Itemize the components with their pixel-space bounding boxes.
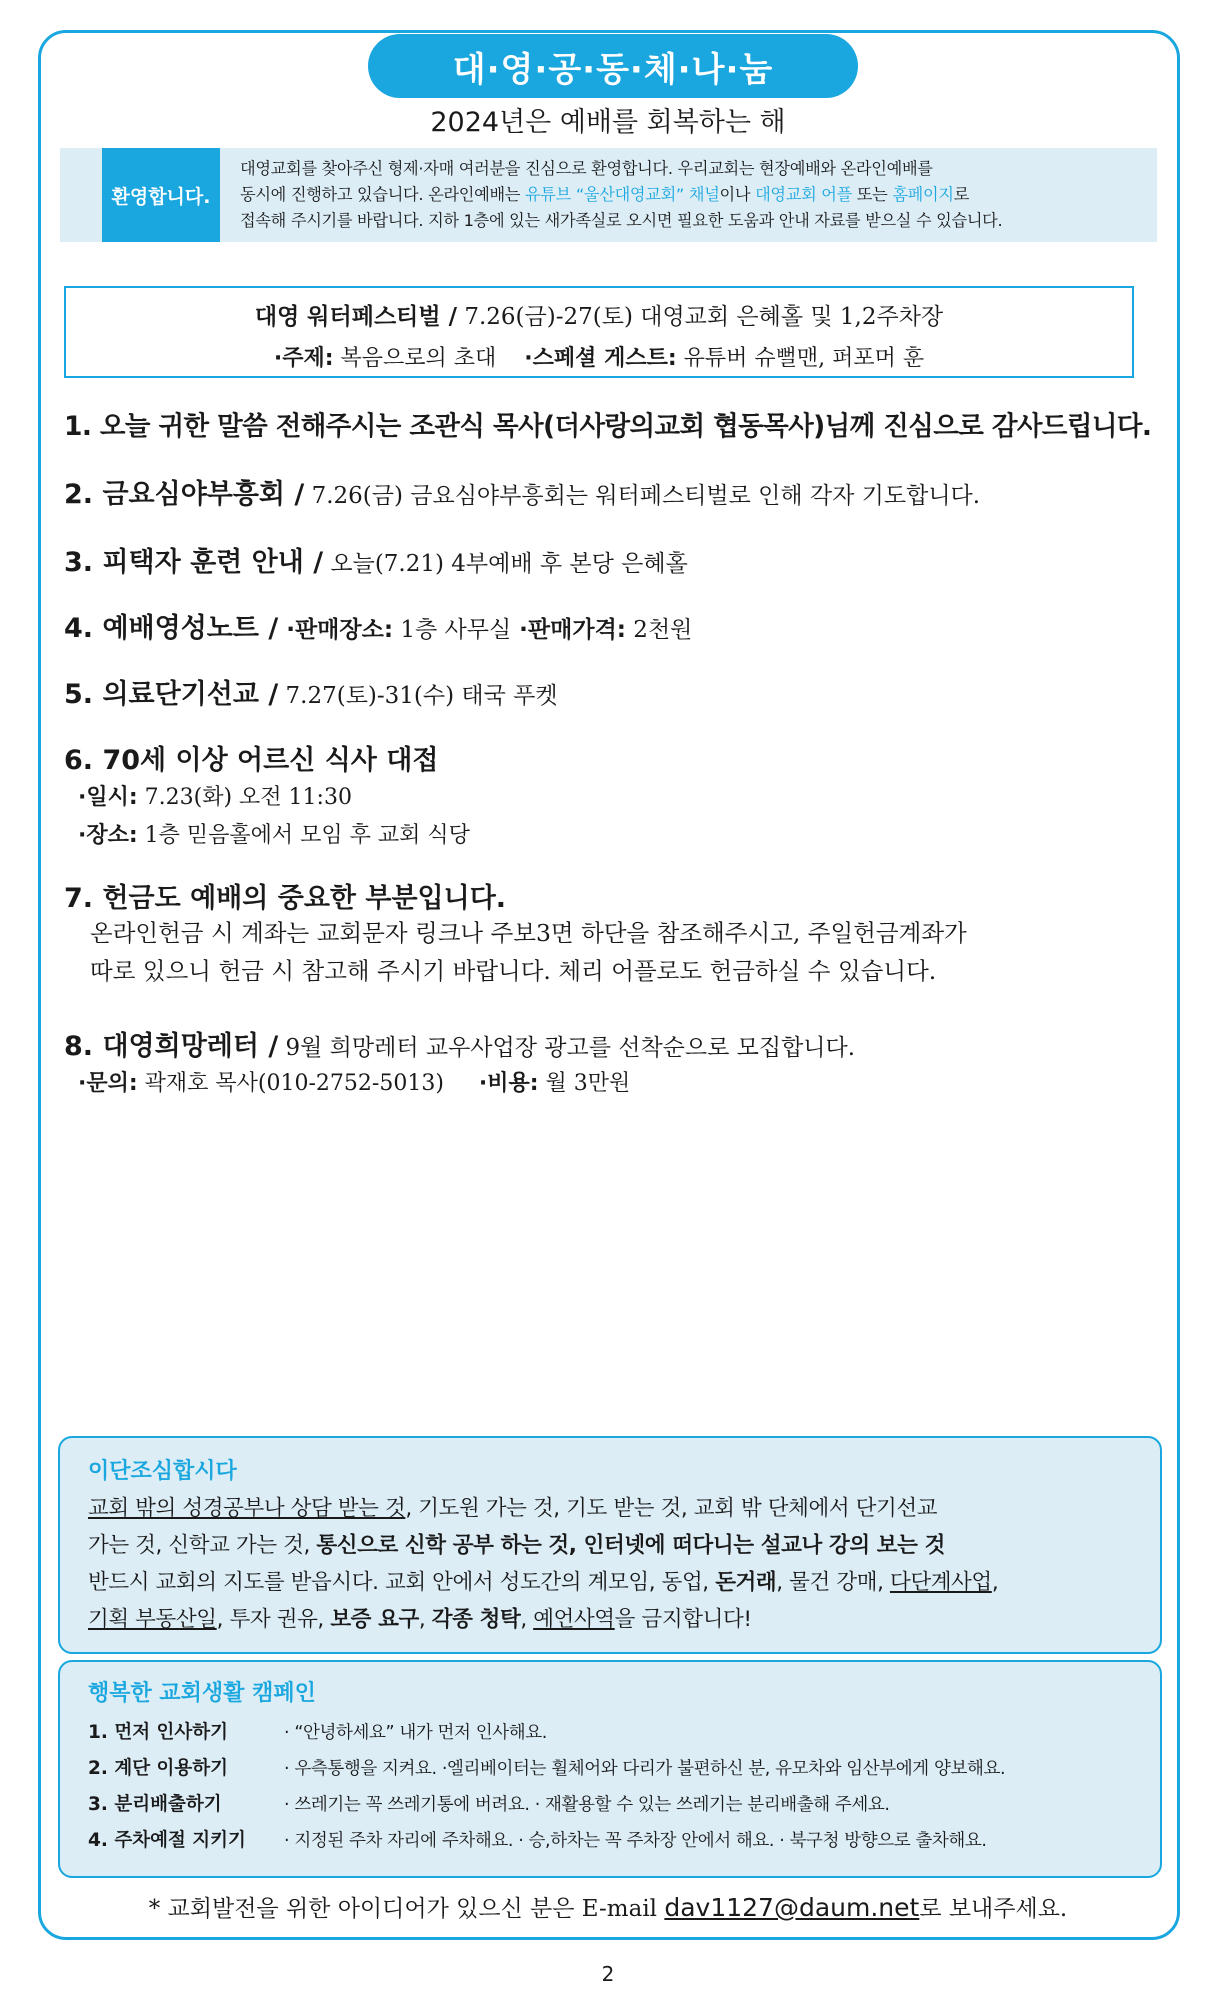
- festival-name: 대영 워터페스티벌 /: [254, 304, 458, 330]
- welcome-line-1: 대영교회를 찾아주신 형제·자매 여러분을 진심으로 환영합니다. 우리교회는 현장예배와 온라인예배를: [240, 159, 933, 178]
- notice-body: 9월 희망레터 교우사업장 광고를 선착순으로 모집합니다.: [278, 1035, 856, 1061]
- notice-label: ·판매가격:: [511, 617, 626, 643]
- campaign-row: [88, 1754, 1158, 1780]
- notice-body: 월 3만원: [538, 1071, 631, 1096]
- campaign-row-title: 3. 분리배출하기: [88, 1794, 222, 1815]
- notice-label: ·비용:: [478, 1071, 539, 1096]
- notice-item-6: [64, 738, 1154, 777]
- notice-body: 2천원: [626, 617, 693, 643]
- campaign-row-text: · 쓰레기는 꼭 쓰레기통에 버려요. · 재활용할 수 있는 쓰레기는 분리배출해 주세요.: [284, 1795, 890, 1815]
- notice-label: ·장소:: [78, 823, 138, 848]
- page-title: 대·영·공·동·체·나·눔: [368, 34, 858, 98]
- campaign-row-text: · 지정된 주차 자리에 주차해요. · 승,하차는 꼭 주차장 안에서 해요. · 북구청 방향으로 출차해요.: [284, 1831, 987, 1851]
- warning-text-part: 가는 것, 신학교 가는 것,: [88, 1533, 317, 1558]
- notice-body-line: 온라인헌금 시 계좌는 교회문자 링크나 주보3면 하단을 참조해주시고, 주일헌금계좌가: [90, 919, 967, 947]
- heresy-warning-title: 이단조심합시다: [88, 1459, 237, 1484]
- campaign-row-title: 4. 주차예절 지키기: [88, 1830, 246, 1851]
- warning-text-part: , 기도원 가는 것, 기도 받는 것, 교회 밖 단체에서 단기선교: [405, 1496, 938, 1521]
- warning-text-part: , 물건 강매,: [776, 1570, 890, 1595]
- notice-heading: 7. 헌금도 예배의 중요한 부분입니다.: [64, 883, 507, 914]
- welcome-text-part: 동시에 진행하고 있습니다. 온라인예배는: [240, 185, 525, 204]
- warning-text-part: 반드시 교회의 지도를 받읍시다. 교회 안에서 성도간의 계모임, 동업,: [88, 1570, 716, 1595]
- notice-heading: 4. 예배영성노트 /: [64, 613, 279, 644]
- warning-text-part: 보증 요구: [330, 1607, 419, 1632]
- warning-text-part: 다단계사업: [889, 1570, 992, 1595]
- campaign-row: [88, 1826, 1158, 1852]
- notice-body: 오늘(7.21) 4부예배 후 본당 은혜홀: [323, 551, 688, 577]
- welcome-label: 환영합니다.: [102, 148, 220, 242]
- heresy-warning-text: [88, 1490, 1148, 1638]
- welcome-text-part: 또는: [851, 185, 893, 204]
- festival-guest: 유튜버 슈뻘맨, 퍼포머 훈: [676, 346, 925, 371]
- notice-body: 곽재호 목사(010-2752-5013): [137, 1071, 444, 1096]
- warning-text-part: , 투자 권유,: [216, 1607, 331, 1632]
- notice-body: 7.23(화) 오전 11:30: [137, 785, 352, 810]
- notice-label: ·문의:: [78, 1071, 138, 1096]
- welcome-text: [240, 156, 1145, 234]
- welcome-box: [60, 148, 1157, 242]
- festival-topic: 복음으로의 초대: [333, 346, 497, 371]
- notice-label: ·일시:: [78, 785, 138, 810]
- notice-item-8: [64, 1024, 1154, 1063]
- notice-body: 7.26(금) 금요심야부흥회는 워터페스티벌로 인해 각자 기도합니다.: [304, 483, 981, 509]
- warning-text-part: 을 금지합니다!: [614, 1607, 752, 1632]
- welcome-text-part: 로: [953, 185, 970, 204]
- homepage-link[interactable]: 홈페이지: [892, 185, 954, 204]
- notice-8-contact: [78, 1066, 630, 1097]
- welcome-text-part: 이나: [719, 185, 756, 204]
- festival-line-1: [66, 298, 1132, 331]
- email-link[interactable]: dav1127@daum.net: [664, 1893, 920, 1922]
- youtube-link[interactable]: 유튜브 “울산대영교회” 채널: [524, 185, 720, 204]
- festival-topic-label: ·주제:: [273, 346, 334, 371]
- idea-footer: [0, 1890, 1216, 1923]
- warning-text-part: ,: [520, 1607, 534, 1632]
- festival-box: [64, 286, 1134, 378]
- warning-text-part: 통신으로 신학 공부 하는 것, 인터넷에 떠다니는 설교나 강의 보는 것: [316, 1533, 945, 1558]
- notice-6-time: [78, 780, 352, 811]
- campaign-box: [58, 1660, 1162, 1878]
- welcome-line-3: 접속해 주시기를 바랍니다. 지하 1층에 있는 새가족실로 오시면 필요한 도움과 안내 자료를 받으실 수 있습니다.: [240, 211, 1003, 230]
- festival-line-2: [66, 341, 1132, 372]
- page-subtitle: 2024년은 예배를 회복하는 해: [430, 107, 786, 138]
- notice-heading: 5. 의료단기선교 /: [64, 679, 279, 710]
- warning-text-part: 교회 밖의 성경공부나 상담 받는 것: [88, 1496, 406, 1521]
- notice-heading: 6. 70세 이상 어르신 식사 대접: [64, 745, 439, 776]
- notice-item-3: [64, 540, 1154, 579]
- notice-heading: 2. 금요심야부흥회 /: [64, 479, 305, 510]
- notice-label: ·판매장소:: [278, 617, 394, 643]
- warning-line-3: [88, 1564, 1148, 1601]
- warning-text-part: ,: [991, 1570, 999, 1595]
- notice-body: 1층 사무실: [393, 617, 512, 643]
- page-number: 2: [601, 1962, 615, 1986]
- warning-text-part: 예언사역: [533, 1607, 615, 1632]
- notice-item-1: [64, 404, 1154, 443]
- warning-line-2: [88, 1527, 1148, 1564]
- campaign-row-text: · “안녕하세요” 내가 먼저 인사해요.: [284, 1723, 547, 1743]
- footer-text: * 교회발전을 위한 아이디어가 있으신 분은 E-mail: [148, 1896, 665, 1922]
- campaign-row: [88, 1718, 1158, 1744]
- notice-body-line: 따로 있으니 헌금 시 참고해 주시기 바랍니다. 체리 어플로도 헌금하실 수 있습니다.: [90, 957, 937, 985]
- notice-heading: 8. 대영희망레터 /: [64, 1031, 279, 1062]
- notice-item-5: [64, 672, 1154, 711]
- notice-body: 1층 믿음홀에서 모임 후 교회 식당: [137, 823, 470, 848]
- notice-heading: 1. 오늘 귀한 말씀 전해주시는 조관식 목사(더사랑의교회 협동목사)님께 진심으로 감사드립니다.: [64, 411, 1152, 442]
- notice-item-7: [64, 876, 1154, 915]
- notice-item-4: [64, 606, 1154, 645]
- campaign-row-text: · 우측통행을 지켜요. ·엘리베이터는 휠체어와 다리가 불편하신 분, 유모차와 임산부에게 양보해요.: [284, 1759, 1006, 1779]
- campaign-row-title: 1. 먼저 인사하기: [88, 1722, 229, 1743]
- footer-text: 로 보내주세요.: [919, 1896, 1068, 1922]
- campaign-row: [88, 1790, 1158, 1816]
- warning-text-part: 각종 청탁: [431, 1607, 521, 1632]
- notice-6-place: [78, 818, 470, 849]
- notice-item-2: [64, 472, 1154, 511]
- warning-text-part: 돈거래: [715, 1570, 777, 1595]
- warning-text-part: ,: [418, 1607, 432, 1632]
- festival-guest-label: ·스페셜 게스트:: [524, 346, 677, 371]
- warning-line-1: [88, 1490, 1148, 1527]
- notice-7-body: [90, 914, 1150, 990]
- heresy-warning-box: [58, 1436, 1162, 1654]
- app-link[interactable]: 대영교회 어플: [755, 185, 852, 204]
- campaign-row-title: 2. 계단 이용하기: [88, 1758, 229, 1779]
- warning-text-part: 기획 부동산일: [88, 1607, 217, 1632]
- notice-body: 7.27(토)-31(수) 태국 푸켓: [278, 683, 558, 709]
- festival-detail: 7.26(금)-27(토) 대영교회 은혜홀 및 1,2주차장: [457, 304, 944, 330]
- warning-line-4: [88, 1601, 1148, 1638]
- campaign-title: 행복한 교회생활 캠페인: [88, 1681, 316, 1706]
- welcome-line-2: [240, 182, 1145, 208]
- notice-heading: 3. 피택자 훈련 안내 /: [64, 547, 324, 578]
